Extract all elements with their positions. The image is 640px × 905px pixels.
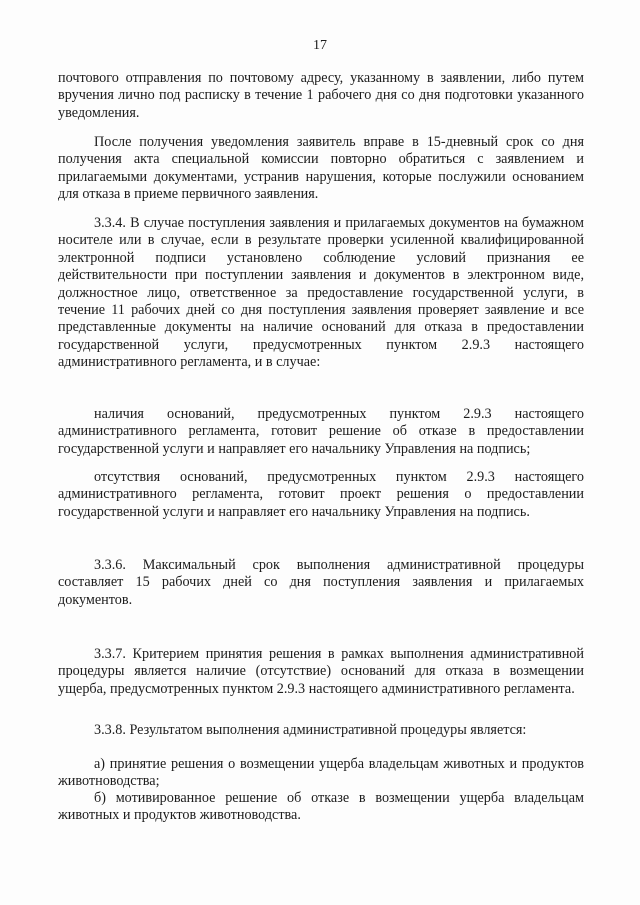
list-item-b: б) мотивированное решение об отказе в возмещении ущерба владельцам животных и продуктов животноводства. [58, 790, 584, 824]
paragraph-grounds-present: наличия оснований, предусмотренных пунктом 2.9.3 настоящего административного регламента, готовит решение об отказе в предоставлении государственной услуги и направляет его начальнику Управления на подпись; [58, 406, 584, 457]
paragraph-3-3-7: 3.3.7. Критерием принятия решения в рамках выполнения административной процедуры является наличие (отсутствие) оснований для отказа в возмещении ущерба, предусмотренных пунктом 2.9.3 настоящего административного регламента. [58, 646, 584, 697]
page-number: 17 [313, 38, 327, 53]
paragraph-delivery-notice: почтового отправления по почтовому адресу, указанному в заявлении, либо путем вручения лично под расписку в течение 1 рабочего дня со дня подготовки указанного уведомления. [58, 70, 584, 121]
paragraph-grounds-absent: отсутствия оснований, предусмотренных пунктом 2.9.3 настоящего административного регламента, готовит проект решения о предоставлении государственной услуги и направляет его начальнику Управления на подпись. [58, 469, 584, 520]
paragraph-3-3-4: 3.3.4. В случае поступления заявления и прилагаемых документов на бумажном носителе или в случае, если в результате проверки усиленной квалифицированной электронной подписи установлено соблюдение условий признания ее действительности при поступлении заявления и документов в электронном виде, должностное лицо, ответственное за предоставление государственной услуги, в течение 11 рабочих дней со дня поступления заявления проверяет заявление и все представленные документы на наличие оснований для отказа в предоставлении государственной услуги, предусмотренных пунктом 2.9.3 настоящего административного регламента, и в случае: [58, 215, 584, 371]
list-item-a: а) принятие решения о возмещении ущерба владельцам животных и продуктов животноводства; [58, 756, 584, 790]
paragraph-repeat-application: После получения уведомления заявитель вправе в 15-дневный срок со дня получения акта специальной комиссии повторно обратиться с заявлением и прилагаемыми документами, устранив нарушения, которые послужили основанием для отказа в приеме первичного заявления. [58, 134, 584, 203]
paragraph-3-3-6: 3.3.6. Максимальный срок выполнения административной процедуры составляет 15 рабочих дней со дня поступления заявления и прилагаемых документов. [58, 557, 584, 608]
paragraph-3-3-8: 3.3.8. Результатом выполнения административной процедуры является: [94, 722, 527, 738]
